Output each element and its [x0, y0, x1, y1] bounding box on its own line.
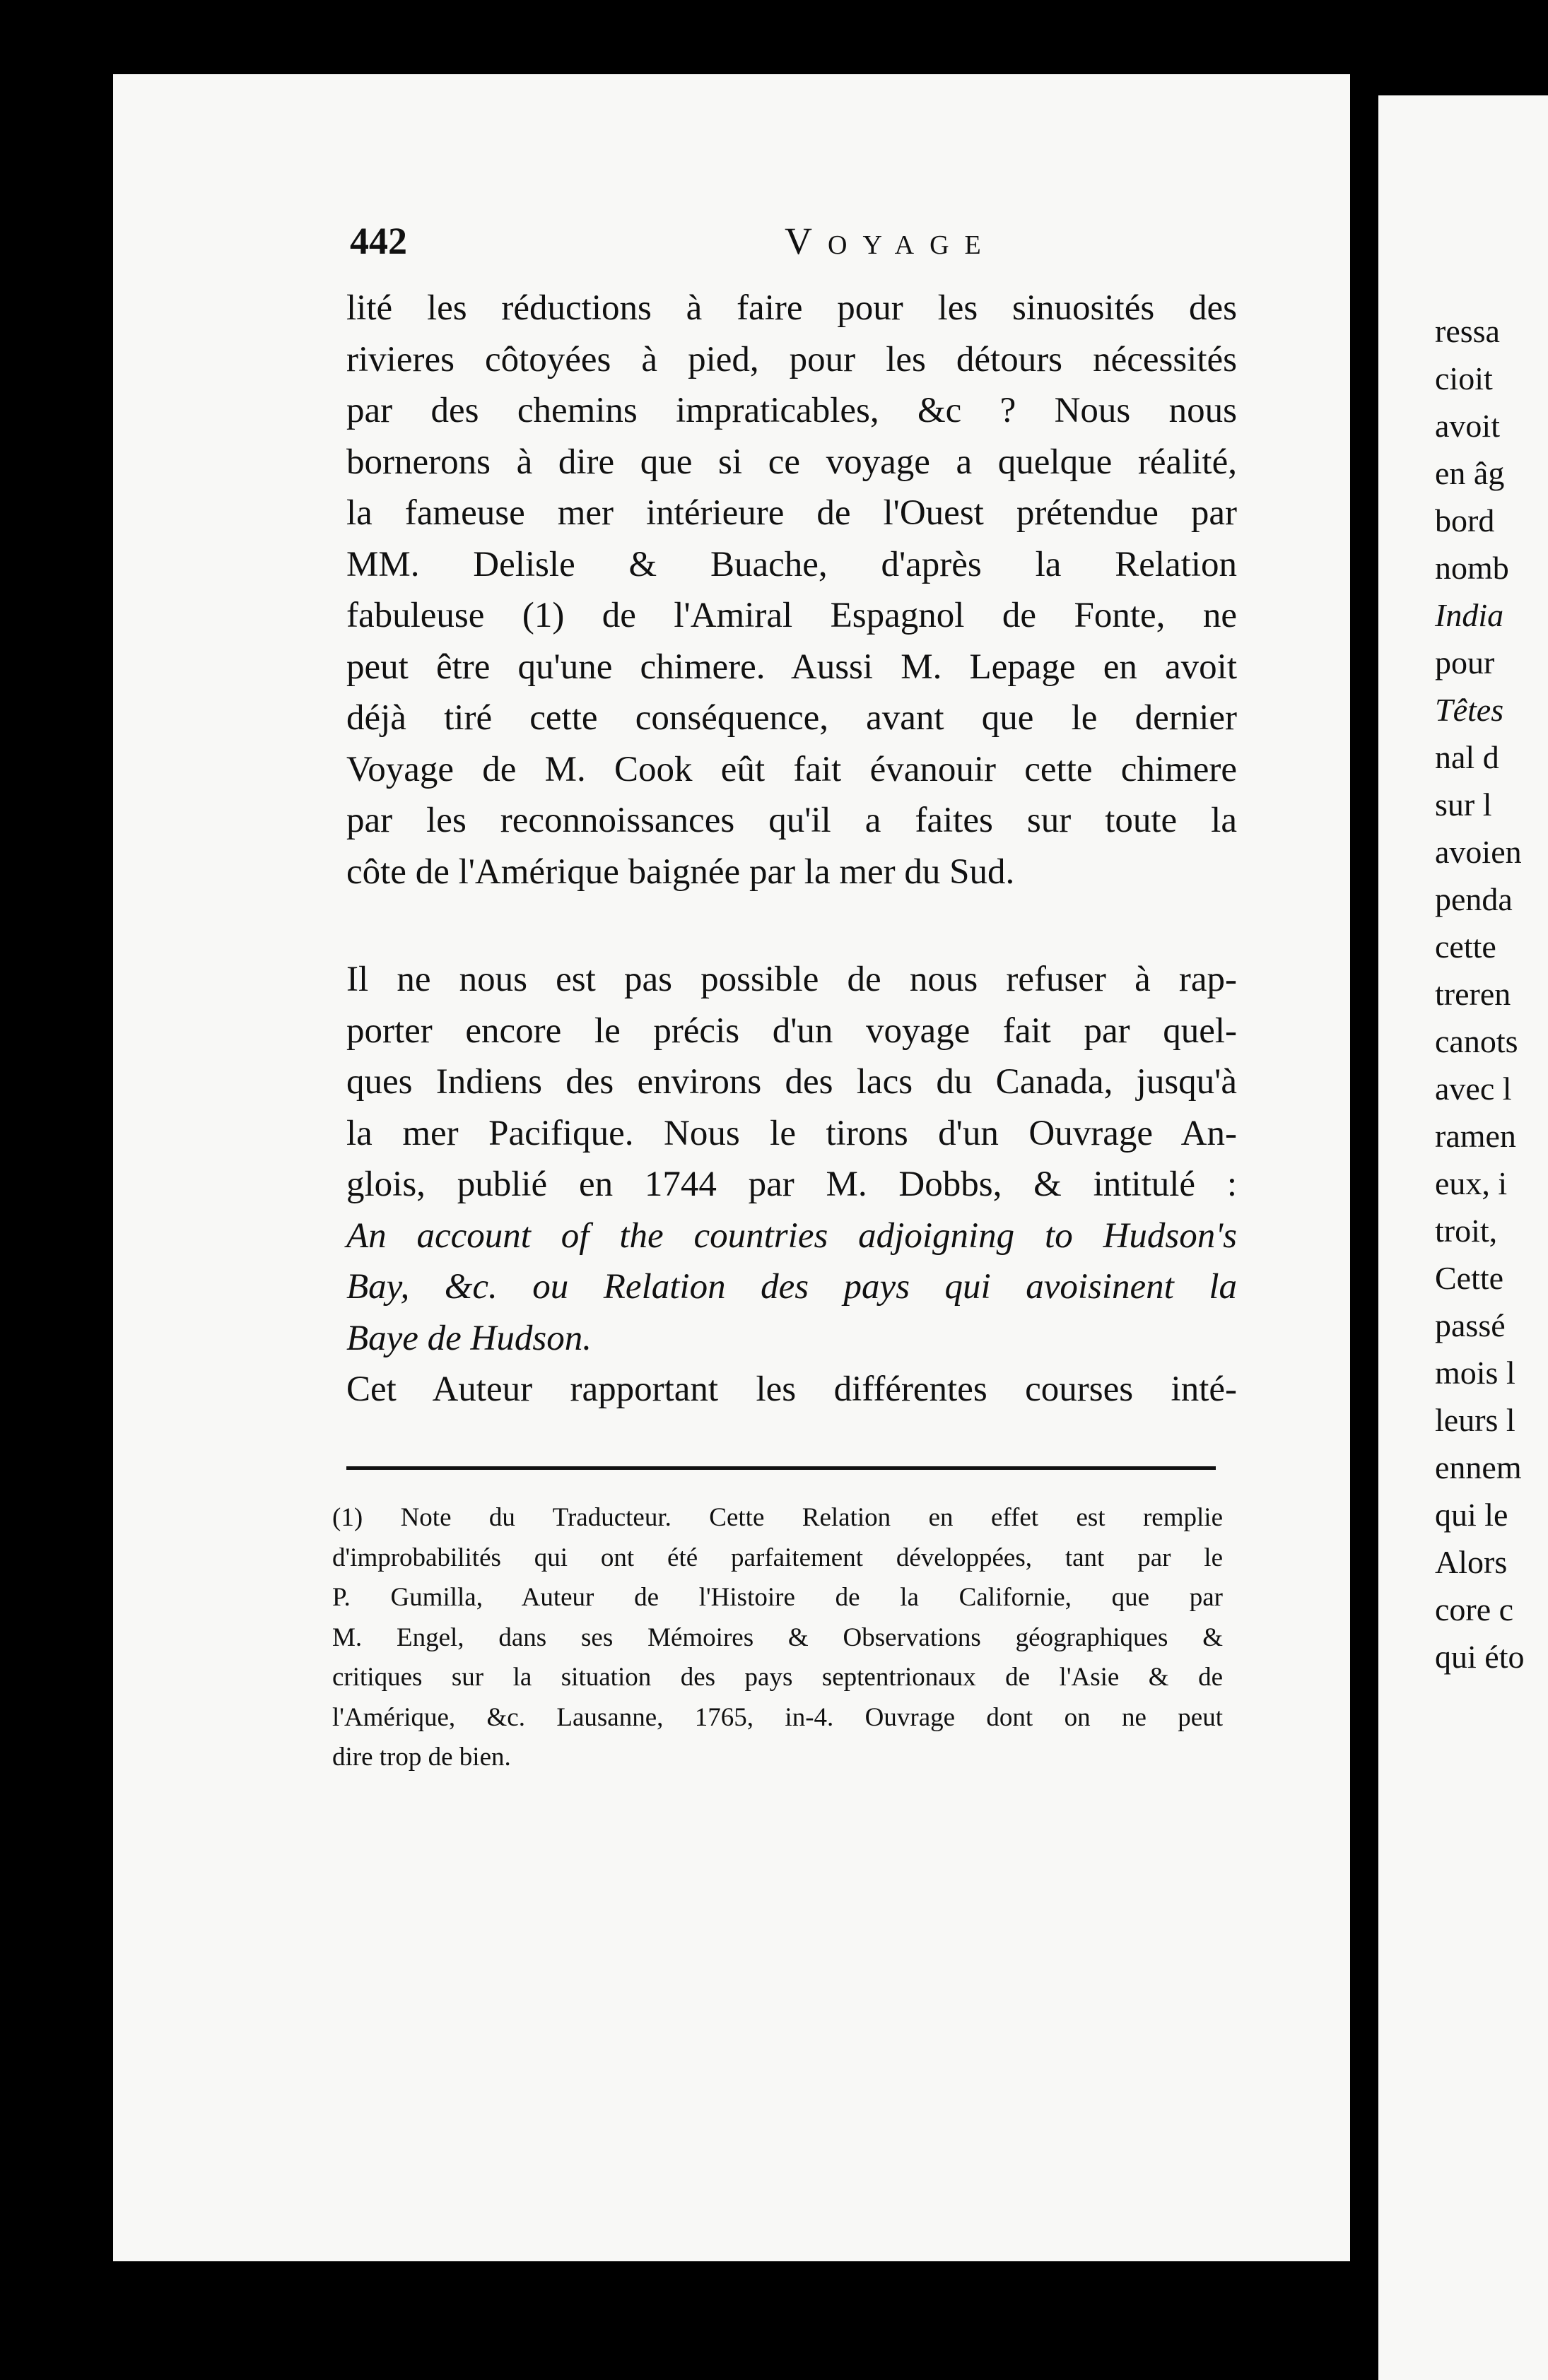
right-fragment: Cette — [1435, 1260, 1504, 1296]
text-line: déjà tiré cette conséquence, avant que le dernier — [346, 698, 1237, 738]
right-fragment: leurs l — [1435, 1402, 1515, 1438]
right-page-text — [1435, 307, 1524, 1680]
right-fragment: qui le — [1435, 1497, 1508, 1533]
text-line: la mer Pacifique. Nous le tirons d'un Ouvrage An- — [346, 1113, 1237, 1153]
right-fragment: ennem — [1435, 1449, 1522, 1485]
text-line: rivieres côtoyées à pied, pour les détours nécessités — [346, 339, 1237, 379]
text-line: Cet Auteur rapportant les différentes courses inté- — [346, 1369, 1237, 1409]
text-line: fabuleuse (1) de l'Amiral Espagnol de Fonte, ne — [346, 596, 1237, 635]
text-line: Baye de Hudson. — [346, 1318, 592, 1358]
text-line: par des chemins impraticables, &c ? Nous nous — [346, 391, 1237, 430]
right-fragment: Alors — [1435, 1544, 1508, 1580]
text-line: glois, publié en 1744 par M. Dobbs, & intitulé : — [346, 1165, 1237, 1204]
text-line: lité les réductions à faire pour les sinuosités des — [346, 288, 1237, 328]
right-fragment: avec l — [1435, 1071, 1512, 1107]
right-fragment: qui éto — [1435, 1639, 1525, 1675]
right-fragment: troit, — [1435, 1213, 1498, 1249]
footnote-line: critiques sur la situation des pays septentrionaux de l'Asie & de — [332, 1663, 1223, 1692]
page-number: 442 — [350, 220, 407, 262]
right-fragment: avoien — [1435, 834, 1522, 870]
right-fragment: ressa — [1435, 313, 1500, 349]
footnote-rule — [346, 1466, 1216, 1470]
footnote-line: M. Engel, dans ses Mémoires & Observations géographiques & — [332, 1622, 1223, 1652]
footnote-line: (1) Note du Traducteur. Cette Relation en effet est remplie — [332, 1503, 1223, 1532]
text-line: la fameuse mer intérieure de l'Ouest prétendue par — [346, 493, 1237, 533]
text-line: Voyage de M. Cook eût fait évanouir cette chimere — [346, 749, 1237, 789]
text-line: Bay, &c. ou Relation des pays qui avoisinent la — [346, 1267, 1237, 1307]
right-fragment: en âg — [1435, 455, 1505, 491]
right-fragment: cette — [1435, 929, 1496, 965]
page-header — [233, 219, 1251, 269]
right-fragment: canots — [1435, 1023, 1518, 1059]
right-fragment: nal d — [1435, 739, 1499, 775]
right-fragment: nomb — [1435, 550, 1509, 586]
right-fragment: mois l — [1435, 1355, 1515, 1391]
right-fragment: passé — [1435, 1307, 1506, 1343]
right-fragment: cioit — [1435, 360, 1493, 396]
footnote-line: l'Amérique, &c. Lausanne, 1765, in-4. Ouvrage dont on ne peut — [332, 1702, 1223, 1732]
footnote — [332, 1498, 1223, 1778]
text-line: côte de l'Amérique baignée par la mer du Sud. — [346, 852, 1015, 892]
text-line: MM. Delisle & Buache, d'après la Relation — [346, 544, 1237, 584]
text-line: bornerons à dire que si ce voyage a quelque réalité, — [346, 442, 1237, 482]
right-fragment: India — [1435, 597, 1504, 633]
right-fragment: sur l — [1435, 787, 1492, 823]
right-fragment: bord — [1435, 502, 1495, 538]
footnote-line: dire trop de bien. — [332, 1743, 511, 1772]
running-head: Voyage — [785, 220, 997, 262]
footnote-line: P. Gumilla, Auteur de l'Histoire de la Californie, que par — [332, 1583, 1223, 1612]
text-line: ques Indiens des environs des lacs du Canada, jusqu'à — [346, 1062, 1237, 1102]
text-line: Il ne nous est pas possible de nous refuser à rap- — [346, 960, 1237, 999]
right-fragment: ramen — [1435, 1118, 1516, 1154]
text-line: peut être qu'une chimere. Aussi M. Lepage en avoit — [346, 647, 1237, 687]
right-fragment: Têtes — [1435, 692, 1504, 728]
text-line: par les reconnoissances qu'il a faites sur toute la — [346, 801, 1237, 840]
right-fragment: core c — [1435, 1591, 1514, 1627]
right-fragment: avoit — [1435, 408, 1500, 444]
right-fragment: pour — [1435, 644, 1495, 681]
footnote-line: d'improbabilités qui ont été parfaitement développées, tant par le — [332, 1543, 1223, 1572]
right-fragment: penda — [1435, 881, 1513, 917]
text-line: An account of the countries adjoigning to Hudson's — [346, 1215, 1237, 1256]
text-line: porter encore le précis d'un voyage fait par quel- — [346, 1011, 1237, 1051]
right-fragment: treren — [1435, 976, 1511, 1012]
right-fragment: eux, i — [1435, 1165, 1508, 1201]
main-text — [346, 283, 1237, 1415]
right-page — [1378, 95, 1548, 2380]
